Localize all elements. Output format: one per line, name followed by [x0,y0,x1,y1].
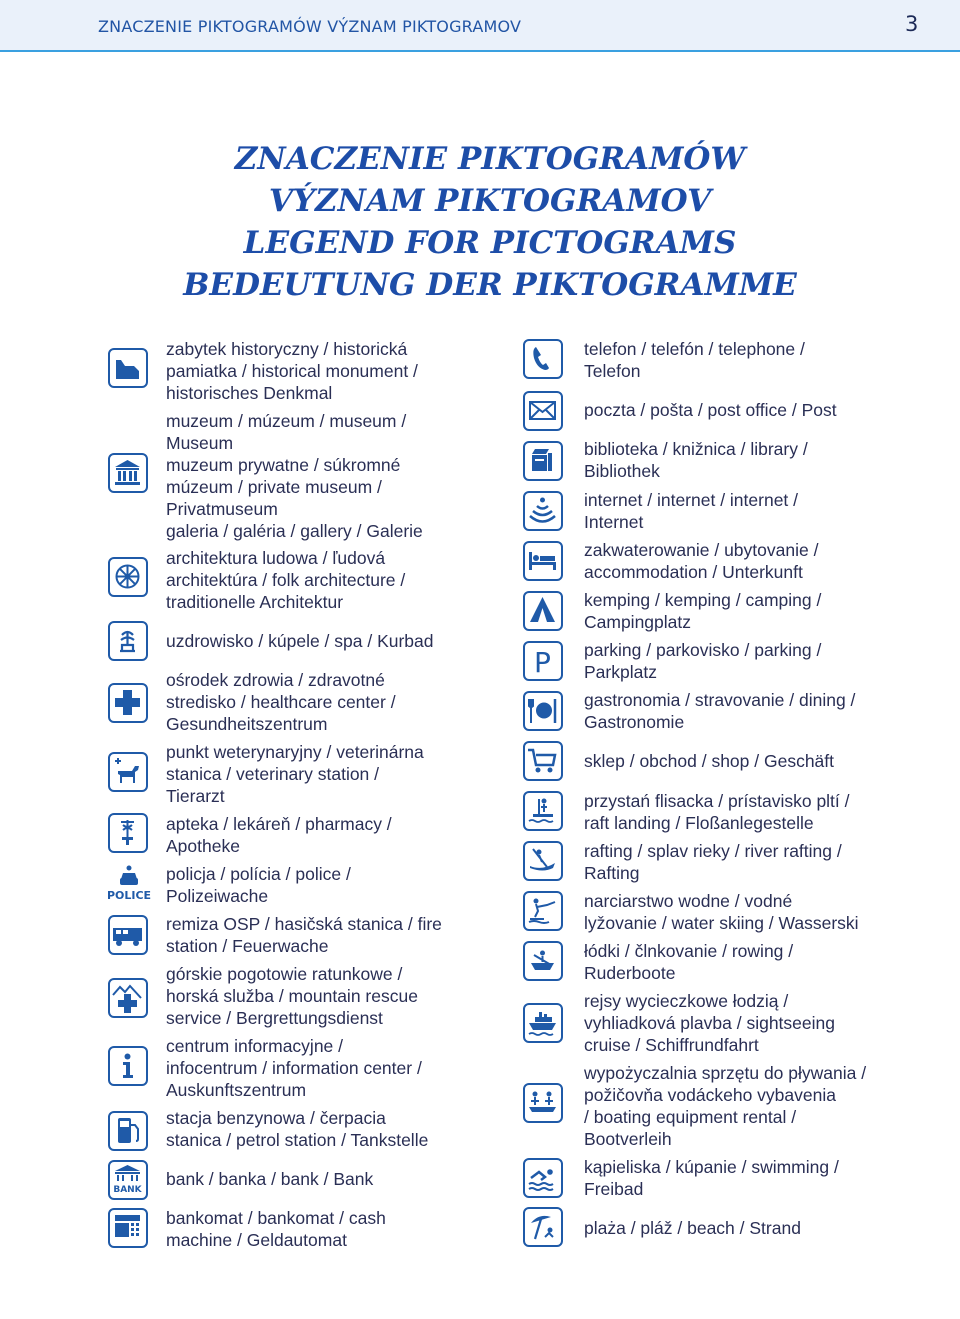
page-number: 3 [905,12,919,36]
legend-entry-information: centrum informacyjne / infocentrum / information center / Auskunftszentrum [166,1036,422,1100]
legend-entry-post-office: poczta / pošta / post office / Post [584,400,837,420]
bank-label: BANK [113,1185,142,1195]
police-icon [106,863,152,905]
petrol-station-icon [108,1111,148,1151]
parking-icon [523,641,563,681]
legend-entry-parking: parking / parkovisko / parking / Parkplatz [584,640,822,682]
boat-rental-icon [523,1083,563,1123]
monument-icon [108,348,148,388]
cruise-ship-icon [523,1003,563,1043]
legend-entry-swimming: kąpieliska / kúpanie / swimming / Freibad [584,1157,839,1199]
legend-entry-shop: sklep / obchod / shop / Geschäft [584,751,835,771]
legend-entry-fire-station: remiza OSP / hasičská stanica / fire station / Feuerwache [166,914,442,956]
legend-entry-gallery: galeria / galéria / gallery / Galerie [166,521,423,541]
title-line-de: BEDEUTUNG DER PIKTOGRAMME [183,267,797,303]
internet-icon [523,491,563,531]
legend-entry-bank: bank / banka / bank / Bank [166,1169,374,1189]
legend-entry-telephone: telefon / telefón / telephone / Telefon [584,339,805,381]
legend-entry-internet: internet / internet / internet / Internet [584,490,799,532]
water-skiing-icon [523,891,563,931]
rafting-icon [523,841,563,881]
shopping-cart-icon [523,741,563,781]
police-label: POLICE [106,889,152,902]
legend-entry-petrol-station: stacja benzynowa / čerpacia stanica / petrol station / Tankstelle [166,1108,429,1150]
legend-entry-veterinary: punkt weterynaryjny / veterinárna stanica / veterinary station / Tierarzt [166,742,424,806]
library-icon [523,441,563,481]
fire-station-icon [108,915,148,955]
legend-entry-cruise: rejsy wycieczkowe łodzią / vyhliadková plavba / sightseeing cruise / Schiffrundfahrt [584,991,835,1055]
spa-icon [108,621,148,661]
title-line-sk: VÝZNAM PIKTOGRAMOV [268,183,712,219]
legend-entry-boat-rental: wypożyczalnia sprzętu do pływania / požičovňa vodáckeho vybavenia / boating equipment rental / Bootverleih [584,1063,867,1149]
legend-entry-folk-architecture: architektura ludowa / ľudová architektúra / folk architecture / traditionelle Architektur [166,548,406,612]
legend-entry-library: biblioteka / knižnica / library / Bibliothek [584,439,808,481]
legend-entry-water-skiing: narciarstwo wodne / vodné lyžovanie / water skiing / Wasserski [584,891,859,933]
tent-icon [523,591,563,631]
legend-entry-monument: zabytek historyczny / historická pamiatka / historical monument / historisches Denkmal [166,339,418,403]
telephone-icon [523,339,563,379]
pharmacy-icon [108,813,148,853]
bank-icon [108,1160,148,1200]
legend-entry-atm: bankomat / bankomat / cash machine / Geldautomat [166,1208,386,1250]
legend-entry-camping: kemping / kemping / camping / Campingplatz [584,590,822,632]
legend-entry-police: policja / polícia / police / Polizeiwache [166,864,351,906]
veterinary-icon [108,752,148,792]
header-title: ZNACZENIE PIKTOGRAMÓW VÝZNAM PIKTOGRAMOV [98,17,522,36]
bed-icon [523,541,563,581]
page-title [180,138,800,306]
page-header [0,0,960,52]
beach-icon [523,1207,563,1247]
information-icon [108,1046,148,1086]
healthcare-cross-icon [108,683,148,723]
title-line-pl: ZNACZENIE PIKTOGRAMÓW [234,141,746,177]
atm-icon [108,1208,148,1248]
legend-entry-rafting: rafting / splav rieky / river rafting / Rafting [584,841,842,883]
title-line-en: LEGEND FOR PICTOGRAMS [243,225,737,261]
legend-entry-beach: plaża / pláž / beach / Strand [584,1218,801,1238]
legend-entry-spa: uzdrowisko / kúpele / spa / Kurbad [166,631,434,651]
legend-entry-accommodation: zakwaterowanie / ubytovanie / accommodation / Unterkunft [584,540,819,582]
raft-landing-icon [523,791,563,831]
rowing-icon [523,941,563,981]
legend-entry-healthcare: ośrodek zdrowia / zdravotné stredisko / healthcare center / Gesundheitszentrum [166,670,396,734]
legend-entry-museum: muzeum / múzeum / museum / Museum [166,411,407,453]
swimming-icon [523,1158,563,1198]
folk-architecture-icon [108,557,148,597]
legend-entry-pharmacy: apteka / lekáreň / pharmacy / Apotheke [166,814,392,856]
legend-entry-dining: gastronomia / stravovanie / dining / Gastronomie [584,690,856,732]
legend-entry-mountain-rescue: górskie pogotowie ratunkowe / horská služba / mountain rescue service / Bergrettungsdienst [166,964,418,1028]
legend-entry-raft-landing: przystań flisacka / prístavisko pltí / raft landing / Floßanlegestelle [584,791,850,833]
parking-label: P [534,646,551,678]
mountain-rescue-icon [108,978,148,1018]
legend-entry-rowing: łódki / člnkovanie / rowing / Ruderboote [584,941,794,983]
museum-icon [108,453,148,493]
dining-icon [523,691,563,731]
legend-entry-private-museum: muzeum prywatne / súkromné múzeum / private museum / Privatmuseum [166,455,401,519]
envelope-icon [523,391,563,431]
